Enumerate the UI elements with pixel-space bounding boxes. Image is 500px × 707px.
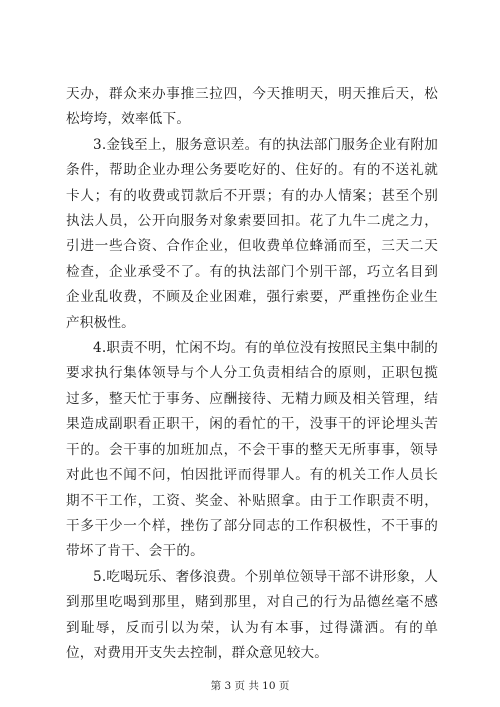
paragraph-continuation: 天办，群众来办事推三拉四，今天推明天，明天推后天，松松垮垮，效率低下。 bbox=[66, 86, 438, 128]
page-footer: 第 3 页 共 10 页 bbox=[210, 680, 290, 692]
paragraph-item-5: 5.吃喝玩乐、奢侈浪费。个别单位领导干部不讲形象，人到那里吃喝到那里，赌到那里，对自己的行为品德丝毫不感到耻辱，反而引以为荣，认为有本事，过得潇洒。有的单位，对费用开支失去控制，群众意见较大。 bbox=[66, 568, 438, 661]
body-text bbox=[66, 82, 438, 666]
paragraph-item-4: 4.职责不明，忙闲不均。有的单位没有按照民主集中制的要求执行集体领导与个人分工负责相结合的原则，正职包揽过多，整天忙于事务、应酬接待、无精力顾及相关管理，结果造成副职看正职干，闲的看忙的干，没事干的评论埋头苦干的。会干事的加班加点，不会干事的整天无所事事，领导对此也不闻不问，怕因批评而得罪人。有的机关工作人员长期不干工作，工资、奖金、补贴照拿。由于工作职责不明，干多干少一个样，挫伤了部分同志的工作积极性，不干事的带坏了肯干、会干的。 bbox=[66, 340, 438, 560]
paragraph-item-3: 3.金钱至上，服务意识差。有的执法部门服务企业有附加条件，帮助企业办理公务要吃好的、住好的。有的不送礼就卡人；有的收费或罚款后不开票；有的办人情案；甚至个别执法人员，公开向服务对象索要回扣。花了九牛二虎之力，引进一些合资、合作企业，但收费单位蜂涌而至，三天二天检查，企业承受不了。有的执法部门个别干部，巧立名目到企业乱收费，不顾及企业困难，强行索要，严重挫伤企业生产积极性。 bbox=[66, 136, 438, 331]
